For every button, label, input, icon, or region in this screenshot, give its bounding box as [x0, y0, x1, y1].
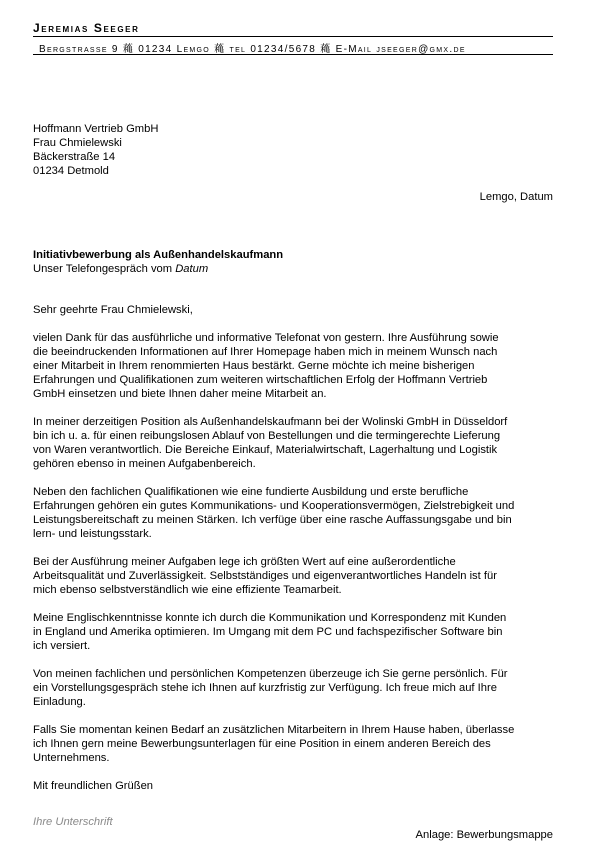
paragraph-line: von Waren verantwortlich. Die Bereiche Einkauf, Materialwirtschaft, Lagerhaltung und Logistik	[33, 444, 498, 456]
body-paragraph	[33, 331, 553, 401]
recipient-contact: Frau Chmielewski	[33, 137, 122, 149]
place-date: Lemgo, Datum	[479, 191, 553, 203]
body-paragraph	[33, 667, 553, 709]
enclosure-note: Anlage: Bewerbungsmappe	[415, 829, 553, 841]
body-paragraph	[33, 555, 553, 597]
subject-reference-prefix: Unser Telefongespräch vom	[33, 263, 176, 275]
sender-name: Jeremias Seeger	[33, 21, 140, 35]
paragraph-line: mich ebenso selbstverständlich wie eine effiziente Teamarbeit.	[33, 584, 342, 596]
subject-reference	[33, 262, 283, 276]
paragraph-line: lern- und leistungsstark.	[33, 528, 152, 540]
paragraph-line: In meiner derzeitigen Position als Außenhandelskaufmann bei der Wolinski GmbH in Düsseldorf	[33, 416, 508, 428]
salutation: Sehr geehrte Frau Chmielewski,	[33, 304, 193, 316]
signature-placeholder: Ihre Unterschrift	[33, 816, 113, 828]
body-paragraph	[33, 723, 553, 765]
paragraph-line: Von meinen fachlichen und persönlichen Kompetenzen überzeuge ich Sie gerne persönlich. Für	[33, 668, 508, 680]
paragraph-line: bin ich u. a. für einen reibungslosen Ablauf von Bestellungen und die termingerechte Lieferung	[33, 430, 501, 442]
recipient-address	[33, 122, 158, 178]
paragraph-line: Falls Sie momentan keinen Bedarf an zusätzlichen Mitarbeitern in Ihrem Hause haben, überlasse	[33, 724, 515, 736]
sender-address: Bergstrasse 9 蘒 01234 Lemgo 蘒 tel 01234/5678 蘒 E-Mail jseeger@gmx.de	[39, 44, 466, 55]
subject-reference-date: Datum	[175, 263, 209, 275]
header-top-rule	[33, 36, 553, 37]
subject-title: Initiativbewerbung als Außenhandelskaufmann	[33, 249, 284, 261]
header-bottom-rule	[33, 54, 553, 55]
recipient-city: 01234 Detmold	[33, 165, 109, 177]
paragraph-line: die beeindruckenden Informationen auf Ihrer Homepage haben mich in meinem Wunsch nach	[33, 346, 498, 358]
body-paragraph	[33, 415, 553, 471]
paragraph-line: ich Ihnen gern meine Bewerbungsunterlagen für eine Position in einem anderen Bereich des	[33, 738, 491, 750]
body-paragraph	[33, 611, 553, 653]
closing: Mit freundlichen Grüßen	[33, 780, 154, 792]
paragraph-line: Arbeitsqualität und Zuverlässigkeit. Selbstständiges und eigenverantwortliches Handeln ist für	[33, 570, 497, 582]
paragraph-line: ich versiert.	[33, 640, 91, 652]
paragraph-line: Neben den fachlichen Qualifikationen wie eine fundierte Ausbildung und erste berufliche	[33, 486, 469, 498]
paragraph-line: Unternehmens.	[33, 752, 110, 764]
paragraph-line: in England und Amerika optimieren. Im Umgang mit dem PC und fachspezifischer Software bin	[33, 626, 503, 638]
letter-body	[33, 303, 553, 793]
paragraph-line: Leistungsbereitschaft zu meinen Stärken. Ich verfüge über eine rasche Auffassungsgabe und bin	[33, 514, 512, 526]
paragraph-line: Erfahrungen gehören ein gutes Kommunikations- und Kooperationsvermögen, Zielstrebigkeit und	[33, 500, 515, 512]
recipient-street: Bäckerstraße 14	[33, 151, 116, 163]
subject-block	[33, 248, 283, 276]
paragraph-line: Erfahrungen und Qualifikationen zum weiteren wirtschaftlichen Erfolg der Hoffmann Vertrieb	[33, 374, 488, 386]
paragraph-line: ein Vorstellungsgespräch stehe ich Ihnen auf kurzfristig zur Verfügung. Ich freue mich auf Ihre	[33, 682, 497, 694]
body-paragraph	[33, 485, 553, 541]
paragraph-line: gehören ebenso in meinen Aufgabenbereich.	[33, 458, 256, 470]
paragraph-line: Bei der Ausführung meiner Aufgaben lege ich größten Wert auf eine außerordentliche	[33, 556, 456, 568]
paragraph-line: Meine Englischkenntnisse konnte ich durch die Kommunikation und Korrespondenz mit Kunden	[33, 612, 507, 624]
paragraph-line: Einladung.	[33, 696, 86, 708]
paragraphs	[33, 331, 553, 765]
paragraph-line: einer Mitarbeit in Ihrem renommierten Haus bestärkt. Gerne möchte ich meine bisherigen	[33, 360, 475, 372]
paragraph-line: GmbH einsetzen und biete Ihnen daher meine Mitarbeit an.	[33, 388, 327, 400]
recipient-company: Hoffmann Vertrieb GmbH	[33, 123, 159, 135]
paragraph-line: vielen Dank für das ausführliche und informative Telefonat von gestern. Ihre Ausführung sowie	[33, 332, 499, 344]
